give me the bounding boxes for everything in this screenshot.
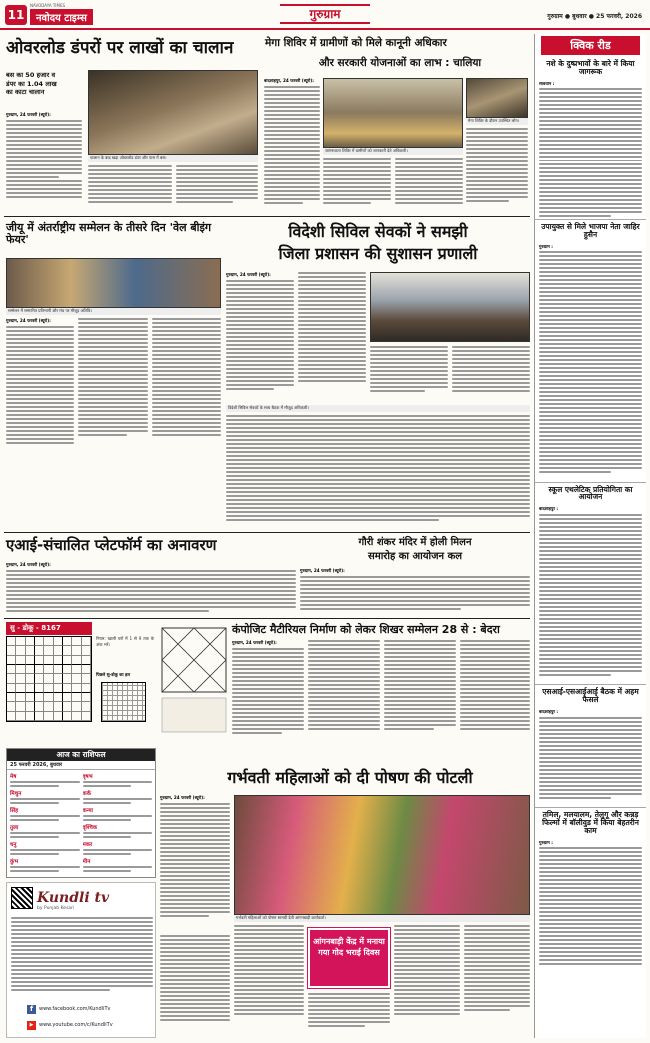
- sudoku-cell[interactable]: [82, 674, 91, 683]
- holi-body: [300, 568, 530, 614]
- lead-sub-2: डंपर का 1.04 लाख: [6, 79, 57, 88]
- sudoku-cell[interactable]: [16, 656, 25, 665]
- qr-item4-headline: एसआई-एसआईआई बैठक में अहम फैसले: [535, 684, 646, 707]
- sudoku-cell[interactable]: [7, 702, 16, 711]
- sudoku-cell[interactable]: [82, 693, 91, 702]
- camp-small-photo: [466, 78, 528, 118]
- foreign-body-col4: [452, 346, 530, 402]
- sudoku-cell[interactable]: [26, 665, 35, 674]
- composite-dateline: गुरुग्राम, 24 फरवरी (ब्यूरो):: [232, 640, 277, 645]
- poshan-boxed-quote: [308, 928, 390, 988]
- sudoku-cell[interactable]: [7, 693, 16, 702]
- sudoku-cell[interactable]: [26, 637, 35, 646]
- sudoku-cell[interactable]: [7, 646, 16, 655]
- sudoku-cell[interactable]: [63, 637, 72, 646]
- sudoku-title: सु - डोकू - 8167: [6, 622, 92, 635]
- foreign-photo: [370, 272, 530, 342]
- sudoku-cell[interactable]: [72, 656, 81, 665]
- lead-dateline: गुरुग्राम, 24 फरवरी (ब्यूरो):: [6, 112, 51, 117]
- sudoku-cell[interactable]: [54, 674, 63, 683]
- sudoku-cell[interactable]: [16, 684, 25, 693]
- sudoku-cell[interactable]: [35, 693, 44, 702]
- foreign-body-bottom: [226, 415, 530, 527]
- composite-body-col1: [232, 640, 304, 750]
- sudoku-grid[interactable]: [6, 636, 92, 722]
- kundli-qr-code[interactable]: [11, 887, 33, 909]
- sudoku-cell[interactable]: [44, 656, 53, 665]
- rashifal-sign: मिथुन: [10, 791, 22, 797]
- quick-read-sidebar: [534, 34, 646, 1038]
- paper-name: नवोदय टाइम्स: [30, 9, 93, 25]
- rashifal-sign: मीन: [82, 859, 91, 865]
- sudoku-cell[interactable]: [72, 637, 81, 646]
- qr-item3-place: बादशाहपुर :: [539, 506, 559, 512]
- lead-sub-1: बस का 50 हजार व: [6, 71, 56, 79]
- sudoku-cell[interactable]: [72, 684, 81, 693]
- sudoku-cell[interactable]: [35, 684, 44, 693]
- rashifal-sign: तुला: [10, 825, 19, 831]
- qr-item5-headline: तमिल, मलयालम, तेलुगू और कन्नड़ फिल्मों में बॉलीवुड में किया बेहतरीन काम: [535, 807, 646, 838]
- poshan-caption: गर्भवती महिलाओं को पोषण सामग्री देती आंगनबाड़ी कार्यकर्ता।: [234, 915, 530, 922]
- sudoku-cell[interactable]: [72, 712, 81, 721]
- conference-photo: [6, 258, 221, 308]
- sudoku-cell[interactable]: [16, 702, 25, 711]
- sudoku-cell[interactable]: [26, 674, 35, 683]
- camp-dateline: बादशाहपुर, 24 फरवरी (ब्यूरो):: [264, 78, 314, 83]
- sudoku-cell[interactable]: [44, 684, 53, 693]
- poshan-boxed-text: आंगनबाड़ी केंद्र में मनाया गया गोद भराई दिवस: [313, 937, 385, 957]
- qr-item4-place: बादशाहपुर :: [539, 709, 559, 714]
- sudoku-cell[interactable]: [35, 646, 44, 655]
- youtube-icon: ▶: [27, 1021, 36, 1030]
- sudoku-cell[interactable]: [44, 693, 53, 702]
- sudoku-cell[interactable]: [7, 712, 16, 721]
- camp-headline-1: [265, 38, 530, 49]
- sudoku-cell[interactable]: [63, 674, 72, 683]
- rashifal-title: आज का राशिफल: [7, 749, 155, 761]
- qr-item1-place: सावधान :: [539, 80, 555, 86]
- sudoku-cell[interactable]: [7, 684, 16, 693]
- conference-body-col3: [152, 318, 221, 528]
- kundli-listing: [11, 917, 153, 999]
- rashifal-item: [10, 823, 80, 839]
- sudoku-cell[interactable]: [26, 712, 35, 721]
- camp-body-col1: [264, 78, 320, 213]
- lead-subheads: [6, 71, 81, 105]
- rashifal-sign: वृश्चिक: [82, 825, 98, 831]
- rashifal-grid: [7, 770, 155, 875]
- sudoku-cell[interactable]: [44, 702, 53, 711]
- sudoku-cell[interactable]: [72, 693, 81, 702]
- poshan-body-col5: [394, 925, 460, 1038]
- sudoku-cell[interactable]: [54, 702, 63, 711]
- sudoku-cell[interactable]: [26, 684, 35, 693]
- ai-dateline: गुरुग्राम, 24 फरवरी (ब्यूरो):: [6, 562, 51, 567]
- lead-photo: [88, 70, 258, 155]
- sudoku-cell[interactable]: [82, 702, 91, 711]
- lead-sub-3: का काटा चालान: [6, 88, 45, 96]
- conference-body-col2: [78, 318, 148, 528]
- poshan-body-col4: [308, 993, 390, 1038]
- rashifal-item: [10, 772, 80, 788]
- kundli-brand: Kundli tv: [37, 890, 110, 906]
- lead-caption: चालान के बाद खड़ा ओवरलोड डंपर और पास में बस।: [88, 155, 258, 162]
- quick-read-title: क्विक रीड: [541, 36, 640, 55]
- masthead: [0, 0, 650, 30]
- camp-body-col2: [323, 158, 391, 213]
- sudoku-cell[interactable]: [26, 702, 35, 711]
- rashifal-item: [83, 772, 153, 788]
- paper-small-name: NAVODAYA TIMES: [30, 3, 66, 8]
- city-title: गुरुग्राम: [280, 4, 370, 24]
- rashifal-item: [10, 806, 80, 822]
- sudoku-cell[interactable]: [44, 646, 53, 655]
- rashi-chakra: [160, 626, 228, 736]
- rashifal-sign: कन्या: [82, 808, 93, 814]
- rashifal-sign: मकर: [82, 842, 93, 848]
- rashifal-sign: मेष: [10, 774, 17, 780]
- rashifal-item: [83, 806, 153, 822]
- sudoku-cell[interactable]: [63, 665, 72, 674]
- composite-body-col3: [384, 640, 456, 750]
- poshan-photo: [234, 795, 530, 915]
- qr-item2-headline: उपायुक्त से मिले भाजपा नेता जाहिर हुसैन: [535, 219, 646, 242]
- holi-headline-2: समारोह का आयोजन कल: [367, 551, 463, 562]
- sudoku-cell[interactable]: [54, 684, 63, 693]
- rashifal-item: [10, 789, 80, 805]
- kundli-sub: by Punjab Kesari: [37, 906, 75, 911]
- facebook-url: www.facebook.com/KundliTv: [39, 1006, 111, 1012]
- rashifal-sign: कुंभ: [10, 859, 19, 865]
- qr-item2-place: गुरुग्राम :: [539, 243, 553, 249]
- foreign-caption: विदेशी सिविल सेवकों के साथ बैठक में मौजूद अधिकारी।: [226, 405, 530, 412]
- sudoku-cell[interactable]: [54, 656, 63, 665]
- qr-item1-body: [535, 79, 646, 219]
- sudoku-cell[interactable]: [16, 712, 25, 721]
- qr-item1-headline: नशे के दुष्प्रभावों के बारे में किया जागरूक: [546, 59, 635, 76]
- sudoku-box: [6, 622, 156, 747]
- rashifal-item: [83, 823, 153, 839]
- sudoku-cell[interactable]: [82, 684, 91, 693]
- sudoku-cell[interactable]: [16, 646, 25, 655]
- ai-body: [6, 562, 296, 614]
- lead-body-col3: [176, 165, 258, 212]
- rashifal-item: [10, 857, 80, 873]
- page-number: 11: [5, 5, 27, 25]
- sudoku-cell[interactable]: [26, 656, 35, 665]
- sudoku-cell[interactable]: [44, 674, 53, 683]
- sudoku-cell[interactable]: [82, 665, 91, 674]
- qr-item4-body: [535, 707, 646, 807]
- qr-item2-body: [535, 242, 646, 482]
- sudoku-cell[interactable]: [35, 674, 44, 683]
- sudoku-cell[interactable]: [54, 712, 63, 721]
- sudoku-cell[interactable]: [35, 637, 44, 646]
- sudoku-cell[interactable]: [72, 665, 81, 674]
- rashifal-sign: सिंह: [10, 808, 19, 814]
- sudoku-cell[interactable]: [54, 646, 63, 655]
- qr-item5-place: गुरुग्राम :: [539, 839, 553, 845]
- camp-body-col3: [395, 158, 463, 213]
- sudoku-cell[interactable]: [16, 665, 25, 674]
- sudoku-answer-label: पिछले सु-डोकू का हल: [96, 672, 131, 677]
- sudoku-answer-grid: [101, 682, 146, 722]
- sudoku-cell[interactable]: [7, 674, 16, 683]
- foreign-body-col2: [298, 272, 366, 402]
- sudoku-cell[interactable]: [26, 693, 35, 702]
- poshan-body-col6: [464, 925, 530, 1038]
- sudoku-cell[interactable]: [35, 665, 44, 674]
- sudoku-cell[interactable]: [44, 637, 53, 646]
- poshan-body-col3: [234, 925, 304, 1038]
- facebook-link[interactable]: [27, 1003, 153, 1015]
- camp-caption: जागरूकता शिविर में ग्रामीणों को जानकारी देते अधिकारी।: [323, 148, 463, 155]
- composite-headline: कंपोजिट मैटीरियल निर्माण को लेकर शिखर सम्मेलन 28 से : बेदरा: [232, 623, 500, 636]
- sudoku-cell[interactable]: [7, 665, 16, 674]
- rashifal-box: [6, 748, 156, 878]
- lead-body-col1: [6, 112, 82, 207]
- holi-headline-1: गौरी शंकर मंदिर में होली मिलन: [358, 537, 472, 548]
- sudoku-cell[interactable]: [82, 656, 91, 665]
- poshan-body-col1: [160, 795, 230, 930]
- foreign-body-col3: [370, 346, 448, 402]
- rashifal-item: [10, 840, 80, 856]
- sudoku-cell[interactable]: [7, 656, 16, 665]
- sudoku-cell[interactable]: [63, 646, 72, 655]
- ai-headline: एआई-संचालित प्लेटफॉर्म का अनावरण: [6, 536, 217, 554]
- issue-date: गुरुग्राम ● बुधवार ● 25 फरवरी, 2026: [547, 13, 642, 20]
- conference-dateline: गुरुग्राम, 24 फरवरी (ब्यूरो):: [6, 318, 51, 323]
- camp-body-col4: [466, 128, 528, 213]
- rashi-chakra-diagram: [160, 626, 228, 736]
- youtube-url: www.youtube.com/c/KundliTv: [39, 1022, 113, 1028]
- sudoku-cell[interactable]: [44, 665, 53, 674]
- camp-headline-1-text: मेगा शिविर में ग्रामीणों को मिले कानूनी अधिकार: [265, 37, 447, 49]
- sudoku-cell[interactable]: [7, 637, 16, 646]
- sudoku-cell[interactable]: [26, 646, 35, 655]
- sudoku-cell[interactable]: [35, 712, 44, 721]
- rashifal-date: 25 फरवरी 2026, बुधवार: [7, 761, 155, 770]
- kundli-ad[interactable]: [6, 882, 156, 1038]
- poshan-body-col2: [160, 935, 230, 1038]
- rashifal-sign: वृषभ: [82, 774, 93, 780]
- foreign-headline-1: विदेशी सिविल सेवकों ने समझी: [288, 222, 468, 241]
- sudoku-rules: नियम: खाली घरों में 1 से 9 तक के अंक भरें।: [96, 636, 154, 647]
- poshan-dateline: गुरुग्राम, 24 फरवरी (ब्यूरो):: [160, 795, 205, 800]
- qr-item3-headline: स्कूल एथलेटिक प्रतियोगिता का आयोजन: [535, 482, 646, 505]
- kundli-logo: [37, 887, 147, 913]
- sudoku-cell[interactable]: [54, 637, 63, 646]
- sudoku-cell[interactable]: [16, 693, 25, 702]
- sudoku-cell[interactable]: [35, 656, 44, 665]
- sudoku-cell[interactable]: [16, 637, 25, 646]
- sudoku-cell[interactable]: [82, 637, 91, 646]
- lead-headline: ओवरलोड डंपरों पर लाखों का चालान: [6, 38, 234, 58]
- sudoku-cell[interactable]: [82, 646, 91, 655]
- sudoku-cell[interactable]: [63, 693, 72, 702]
- rashifal-item: [83, 857, 153, 873]
- foreign-dateline: गुरुग्राम, 24 फरवरी (ब्यूरो):: [226, 272, 271, 277]
- conference-caption: सम्मेलन में सम्मानित प्रतिभागी और मंच पर मौजूद अतिथि।: [6, 308, 221, 315]
- composite-body-col2: [308, 640, 380, 750]
- sudoku-cell[interactable]: [54, 665, 63, 674]
- qr-item5-body: [535, 838, 646, 978]
- qr-item3-body: [535, 504, 646, 684]
- rashifal-item: [83, 840, 153, 856]
- rashifal-item: [83, 789, 153, 805]
- rashifal-sign: कर्क: [82, 791, 91, 797]
- lead-body-col2: [88, 165, 172, 212]
- sudoku-cell[interactable]: [72, 674, 81, 683]
- sudoku-cell[interactable]: [82, 712, 91, 721]
- camp-headline-2: और सरकारी योजनाओं का लाभ : चालिया: [318, 57, 482, 69]
- composite-body-col4: [460, 640, 530, 750]
- sudoku-cell[interactable]: [35, 702, 44, 711]
- sudoku-cell[interactable]: [63, 702, 72, 711]
- foreign-body-col1: [226, 272, 294, 402]
- foreign-headline-2: जिला प्रशासन की सुशासन प्रणाली: [278, 244, 478, 263]
- rashifal-sign: धनु: [10, 842, 17, 848]
- sudoku-cell[interactable]: [63, 712, 72, 721]
- sudoku-cell[interactable]: [63, 684, 72, 693]
- youtube-link[interactable]: [27, 1019, 153, 1031]
- conference-body-col1: [6, 318, 74, 528]
- sudoku-cell[interactable]: [44, 712, 53, 721]
- facebook-icon: f: [27, 1005, 36, 1014]
- poshan-headline: गर्भवती महिलाओं को दी पोषण की पोटली: [227, 768, 473, 787]
- holi-dateline: गुरुग्राम, 24 फरवरी (ब्यूरो):: [300, 568, 345, 573]
- conference-headline: जीयू में अंतर्राष्ट्रीय सम्मेलन के तीसरे दिन 'वेल बीइंग फेयर': [6, 221, 212, 246]
- camp-small-caption: मेगा शिविर के दौरान उपस्थित लोग।: [466, 118, 528, 125]
- sudoku-cell[interactable]: [54, 693, 63, 702]
- sudoku-cell[interactable]: [63, 656, 72, 665]
- camp-photo: [323, 78, 463, 148]
- sudoku-cell[interactable]: [16, 674, 25, 683]
- sudoku-cell[interactable]: [72, 646, 81, 655]
- sudoku-cell[interactable]: [72, 702, 81, 711]
